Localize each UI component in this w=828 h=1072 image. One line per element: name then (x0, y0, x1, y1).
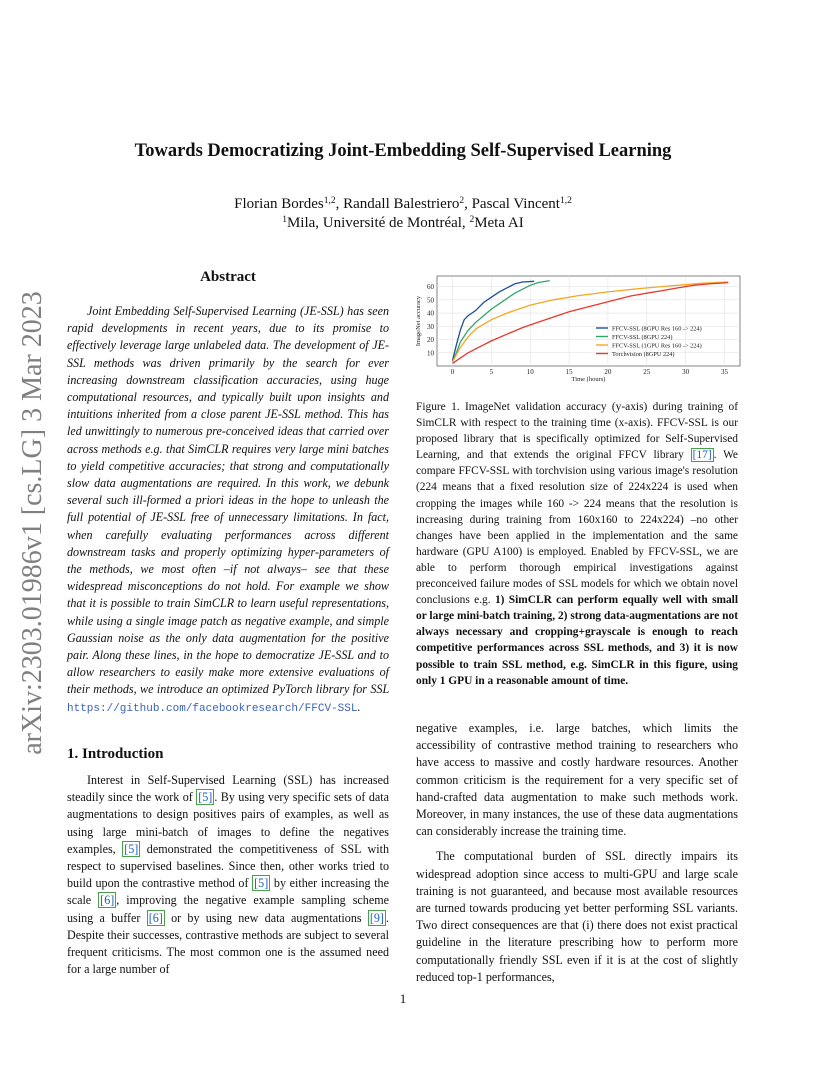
author-affiliation-mark: 2 (459, 196, 465, 206)
legend-label: Torchvision (8GPU 224) (612, 350, 675, 358)
figure-1-chart (410, 270, 744, 390)
arxiv-sidebar-stamp (8, 283, 58, 763)
y-tick-label: 10 (427, 349, 434, 358)
citation-link[interactable]: [5] (124, 841, 139, 856)
legend-label: FFCV-SSL (8GPU Res 160 -> 224) (612, 325, 702, 333)
author-affiliation-mark: 1,2 (323, 196, 336, 206)
figure-caption: Figure 1. ImageNet validation accuracy (y-axis) during training of SimCLR with respect to the training time (x-axis). FFCV-SSL is our proposed library that is specifically optimized for Self-Supervised Learning, and that extends the original FFCV library [17] . We compare FFCV-SSL with torchvision using various image's resolution (224 means that a fixed resolution size of 224x224 is used when cropping the images while 160 -> 224 means that the resolution is increasing during training from 160x160 to 224x224) –no other changes have been applied in the implementation and the same hardware (GPU A100) is employed. Enabled by FFCV-SSL, we are able to perform thorough empirical investigations against preconceived failure modes of SSL models for which we obtain novel conclusions e.g. 1) SimCLR can perform equally well with small or large mini-batch training, 2) strong data-augmentations are not always necessary and cropping+grayscale is enough to reach competitive performances across SSL methods, and 3) it is now possible to train SSL method, e.g. SimCLR in this figure, using only 1 GPU in a reasonable amount of time. (416, 401, 739, 687)
author-names: Florian Bordes$^{1,2}$, Randall Balestriero$^2$, Pascal Vincent$^{1,2}$ (234, 196, 572, 212)
x-tick-label: 15 (565, 368, 573, 376)
paragraph: negative examples, i.e. large batches, which limits the accessibility of contrastive method training to researchers who have access to massive and costly hardware resources. Another common criticism is the requirement for a very specific set of hand-crafted data augmentation to make such methods work. Moreover, in many instances, the use of these data augmentations can considerably increase the training time. (416, 721, 738, 839)
author-name: Florian Bordes (234, 196, 324, 212)
legend-label: FFCV-SSL (8GPU 224) (612, 333, 673, 341)
y-tick-label: 40 (427, 309, 434, 318)
x-tick-label: 10 (526, 368, 534, 376)
x-tick-label: 5 (489, 368, 494, 376)
arxiv-id: arXiv:2303.01986v1 [cs.LG] 3 Mar 2023 (17, 291, 48, 755)
y-tick-label: 60 (427, 283, 434, 292)
right-column-body (416, 720, 738, 994)
intro-paragraph: Interest in Self-Supervised Learning (SSL) has increased steadily since the work of [5] . By using very specific sets of data augmentations to design positives pairs of examples, as well as using large mini-batch of images to define the negatives examples, [5] demonstrated the competitiveness of SSL with respect to supervised baselines. Since then, other works tried to build upon the contrastive method of [5] by either increasing the scale [6] , improving the negative example sampling scheme using a buffer [6] or by using new data augmentations [9] . Despite their successes, contrastive methods are subject to several frequent criticisms. The most common one is the assumed need for a large number of (67, 773, 389, 977)
abstract-heading: Abstract (200, 269, 256, 285)
abstract-text: Joint Embedding Self-Supervised Learning (JE-SSL) has seen rapid developments in recent years, due to its promise to effectively leverage large unlabeled data. The development of JE-SSL methods was driven primarily by the search for ever increasing downstream classification accuracies, using huge computational resources, and typically built upon insights and intuitions inherited from a close parent JE-SSL method. This has led unwittingly to numerous pre-conceived ideas that carried over across methods e.g. that SimCLR requires very large mini batches to yield competitive accuracies; that strong and computationally slow data augmentations are required. In this work, we debunk several such ill-formed a priori ideas in the hope to unleash the full potential of JE-SSL free of unnecessary limitations. In fact, when carefully evaluating performances across different downstream tasks and properly optimizing hyper-parameters of the methods, we most often –if not always– see that these widespread misconceptions do not hold. For example we show that it is possible to train SimCLR to learn useful representations, while using a single image patch as negative example, and simple Gaussian noise as the only data augmentation for the positive pair. Along these lines, in the hope to democratize JE-SSL and to allow researchers to easily make more extensive evaluations of their methods, we introduce an optimized PyTorch library for SSL (67, 304, 389, 697)
citation-link[interactable]: [5] (198, 790, 213, 805)
x-tick-label: 0 (450, 368, 455, 376)
x-tick-label: 30 (682, 368, 690, 376)
page-number: 1 (399, 991, 407, 1006)
author-block (0, 195, 806, 233)
author-name: Randall Balestriero (343, 196, 460, 212)
author-name: Pascal Vincent (471, 196, 560, 212)
abstract-link[interactable]: https://github.com/facebookresearch/FFCV-SSL (67, 702, 358, 715)
legend-label: FFCV-SSL (1GPU Res 160 -> 224) (612, 342, 702, 350)
paragraph: The computational burden of SSL directly impairs its widespread adoption since access to multi-GPU and large scale training is not guaranteed, and because most available resources are turned towards producing yet better performing SSL variants. Two direct consequences are that (i) there does not exist practical guideline in the literature prescribing how to perform more computationally friendly SSL even if it is at the cost of slightly reduced top-1 performances, (416, 849, 738, 984)
section-heading: 1. Introduction (67, 746, 164, 762)
y-axis-label: ImageNet accuracy (415, 295, 422, 347)
affiliations: $^1$Mila, Université de Montréal, $^2$Meta AI (282, 215, 524, 231)
affiliation: Meta AI (474, 215, 524, 231)
y-tick-label: 50 (427, 296, 434, 305)
affiliation: Mila, Université de Montréal, (286, 215, 466, 231)
caption-bold-conclusions: 1) SimCLR can perform equally well with small or large mini-batch training, 2) strong data-augmentations are not always necessary and cropping+grayscale is enough to reach competitive performances across SSL methods, and 3) it is now possible to train SSL method, e.g. SimCLR in this figure, using only 1 GPU in a reasonable amount of time. (416, 594, 739, 687)
plot-area (437, 276, 740, 366)
author-affiliation-mark: 1,2 (559, 196, 572, 206)
y-tick-label: 30 (427, 322, 434, 331)
citation-link[interactable]: [6] (148, 910, 163, 925)
citation-link[interactable]: [5] (254, 876, 269, 891)
citation-link[interactable]: [9] (369, 910, 384, 925)
paper-title: Towards Democratizing Joint-Embedding Self-Supervised Learning (134, 141, 672, 161)
x-tick-label: 35 (720, 368, 728, 376)
x-axis-label: Time (hours) (571, 376, 606, 383)
x-tick-label: 25 (643, 368, 651, 376)
citation-link[interactable]: [17] (692, 449, 712, 462)
citation-link[interactable]: [6] (100, 893, 115, 908)
accuracy-chart (410, 270, 744, 390)
abstract-body: Joint Embedding Self-Supervised Learning (JE-SSL) has seen rapid developments in recent years, due to its promise to effectively leverage large unlabeled data. The development of JE-SSL methods was driven primarily by the search for ever increasing downstream classification accuracies, using huge computational resources, and typically built upon insights and intuitions inherited from a close parent JE-SSL method. This has led unwittingly to numerous pre-conceived ideas that carried over across methods e.g. that SimCLR requires very large mini batches to yield competitive accuracies; that strong and computationally slow data augmentations are required. In this work, we debunk several such ill-formed a priori ideas in the hope to unleash the full potential of JE-SSL free of unnecessary limitations. In fact, when carefully evaluating performances across different downstream tasks and properly optimizing hyper-parameters of the methods, we most often –if not always– see that these widespread misconceptions do not hold. For example we show that it is possible to train SimCLR to learn useful representations, while using a single image patch as negative example, and simple Gaussian noise as the only data augmentation for the positive pair. Along these lines, in the hope to democratize JE-SSL and to allow researchers to easily make more extensive evaluations of their methods, we introduce an optimized PyTorch library for SSL https://github.com/facebookresearch/FFCV-SSL. (67, 304, 389, 715)
y-tick-label: 20 (427, 336, 434, 345)
x-tick-label: 20 (604, 368, 612, 376)
